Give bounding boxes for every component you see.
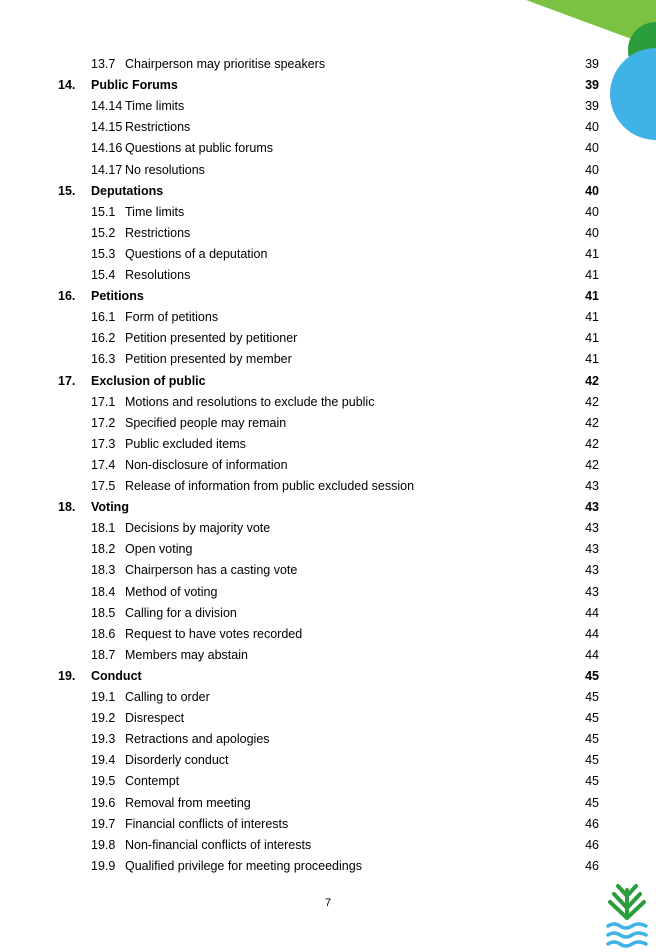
toc-subsection-row [0, 518, 656, 539]
toc-entry-title: Deputations [91, 183, 164, 198]
toc-entry-title: Restrictions [125, 225, 191, 240]
toc-subsection-row [0, 814, 656, 835]
toc-entry-number: 15.1 [91, 204, 116, 219]
toc-subsection-row [0, 202, 656, 223]
toc-entry-page: 45 [585, 668, 599, 683]
toc-entry-page: 45 [585, 690, 599, 704]
toc-entry-number: 16.2 [91, 331, 116, 346]
toc-entry-title: Release of information from public excluded session [125, 479, 415, 493]
toc-entry-number: 18.2 [91, 542, 116, 557]
toc-entry-title: Request to have votes recorded [125, 626, 303, 641]
toc-entry-page: 41 [585, 331, 599, 346]
toc-entry-page: 45 [585, 795, 599, 810]
toc-entry-page: 41 [585, 268, 599, 282]
toc-entry-number: 19.7 [91, 816, 116, 831]
toc-entry-number: 17.1 [91, 394, 116, 409]
toc-entry-number: 19.1 [91, 690, 116, 704]
toc-subsection-row [0, 349, 656, 370]
toc-subsection-row [0, 793, 656, 814]
toc-entry-title: Petition presented by petitioner [125, 331, 298, 346]
toc-entry-title: Restrictions [125, 120, 191, 135]
toc-entry-number: 19.2 [91, 711, 116, 726]
toc-entry-title: Non-disclosure of information [125, 457, 288, 472]
toc-entry-title: Chairperson may prioritise speakers [125, 57, 326, 71]
toc-entry-number: 18.3 [91, 563, 116, 578]
toc-entry-page: 43 [585, 563, 599, 578]
toc-subsection-row [0, 392, 656, 413]
toc-entry-title: Members may abstain [125, 647, 248, 662]
toc-entry-number: 13.7 [91, 57, 116, 71]
toc-entry-title: Financial conflicts of interests [125, 816, 289, 831]
toc-entry-number: 15.4 [91, 268, 116, 282]
toc-subsection-row [0, 560, 656, 581]
toc-entry-page: 42 [585, 394, 599, 409]
toc-subsection-row [0, 138, 656, 159]
toc-entry-title: Public excluded items [125, 436, 246, 451]
toc-subsection-row [0, 54, 656, 75]
toc-entry-title: Decisions by majority vote [125, 521, 271, 536]
toc-entry-number: 18. [58, 500, 76, 515]
toc-entry-page: 40 [585, 141, 599, 156]
toc-subsection-row [0, 476, 656, 497]
toc-entry-title: Questions at public forums [125, 141, 273, 156]
toc-entry-number: 18.5 [91, 605, 116, 620]
toc-entry-title: Public Forums [91, 78, 178, 93]
toc-entry-number: 19.9 [91, 858, 116, 873]
toc-entry-number: 16.3 [91, 352, 116, 367]
toc-entry-number: 15. [58, 183, 76, 198]
toc-section-row [0, 666, 656, 687]
toc-subsection-row [0, 687, 656, 708]
toc-entry-page: 41 [585, 246, 599, 261]
toc-entry-number: 19.5 [91, 774, 116, 789]
toc-subsection-row [0, 455, 656, 476]
toc-subsection-row [0, 708, 656, 729]
toc-entry-number: 15.3 [91, 246, 116, 261]
toc-entry-number: 17.2 [91, 415, 116, 430]
toc-entry-number: 14. [58, 78, 76, 93]
toc-subsection-row [0, 856, 656, 877]
toc-subsection-row [0, 434, 656, 455]
toc-entry-page: 43 [585, 500, 599, 515]
toc-subsection-row [0, 328, 656, 349]
toc-entry-number: 14.15 [91, 120, 123, 135]
toc-entry-title: Disrespect [125, 711, 185, 726]
toc-subsection-row [0, 603, 656, 624]
toc-entry-title: Motions and resolutions to exclude the public [125, 394, 375, 409]
toc-entry-page: 43 [585, 584, 599, 599]
toc-subsection-row [0, 160, 656, 181]
toc-entry-title: Time limits [125, 204, 185, 219]
toc-entry-number: 16.1 [91, 310, 116, 325]
toc-entry-page: 46 [585, 837, 599, 852]
toc-section-row [0, 286, 656, 307]
toc-entry-number: 16. [58, 289, 76, 304]
toc-entry-title: Questions of a deputation [125, 246, 268, 261]
toc-entry-title: Contempt [125, 774, 180, 789]
toc-entry-page: 45 [585, 774, 599, 789]
toc-entry-page: 43 [585, 542, 599, 557]
toc-entry-title: Voting [91, 500, 129, 515]
toc-subsection-row [0, 244, 656, 265]
toc-entry-page: 42 [585, 373, 599, 388]
toc-entry-page: 40 [585, 162, 599, 177]
toc-entry-number: 19.8 [91, 837, 116, 852]
toc-entry-page: 40 [585, 225, 599, 240]
toc-entry-title: Form of petitions [125, 310, 219, 325]
toc-subsection-row [0, 645, 656, 666]
toc-entry-number: 18.4 [91, 584, 116, 599]
toc-entry-title: Retractions and apologies [125, 732, 270, 747]
toc-entry-page: 41 [585, 289, 599, 304]
toc-section-row [0, 75, 656, 96]
toc-subsection-row [0, 265, 656, 286]
toc-subsection-row [0, 96, 656, 117]
toc-entry-title: Conduct [91, 668, 142, 683]
toc-entry-page: 41 [585, 310, 599, 325]
toc-subsection-row [0, 835, 656, 856]
toc-entry-page: 42 [585, 457, 599, 472]
toc-entry-number: 17.3 [91, 436, 116, 451]
toc-entry-page: 40 [585, 183, 599, 198]
toc-entry-number: 15.2 [91, 225, 116, 240]
toc-entry-page: 44 [585, 626, 599, 641]
page-number: 7 [324, 897, 332, 909]
toc-entry-page: 42 [585, 415, 599, 430]
toc-entry-number: 17.4 [91, 457, 116, 472]
toc-entry-number: 14.17 [91, 162, 123, 177]
toc-entry-number: 19.3 [91, 732, 116, 747]
toc-section-row [0, 371, 656, 392]
toc-entry-number: 18.6 [91, 626, 116, 641]
toc-entry-page: 42 [585, 436, 599, 451]
toc-subsection-row [0, 771, 656, 792]
toc-entry-title: No resolutions [125, 162, 205, 177]
toc-section-row [0, 497, 656, 518]
toc-entry-title: Disorderly conduct [125, 753, 229, 768]
toc-entry-title: Calling to order [125, 690, 210, 704]
toc-entry-page: 41 [585, 352, 599, 367]
toc-entry-number: 19.4 [91, 753, 116, 768]
toc-subsection-row [0, 413, 656, 434]
toc-subsection-row [0, 582, 656, 603]
toc-entry-page: 46 [585, 858, 599, 873]
toc-entry-number: 19.6 [91, 795, 116, 810]
toc-entry-page: 46 [585, 816, 599, 831]
toc-subsection-row [0, 539, 656, 560]
toc-entry-title: Calling for a division [125, 605, 237, 620]
toc-entry-page: 39 [585, 99, 599, 114]
toc-entry-number: 17.5 [91, 479, 116, 493]
toc-entry-page: 45 [585, 732, 599, 747]
toc-entry-title: Method of voting [125, 584, 218, 599]
toc-entry-number: 18.7 [91, 647, 116, 662]
council-logo-icon [604, 880, 650, 950]
toc-section-row [0, 181, 656, 202]
toc-entry-title: Removal from meeting [125, 795, 251, 810]
toc-subsection-row [0, 624, 656, 645]
toc-entry-title: Resolutions [125, 268, 191, 282]
toc-entry-number: 14.14 [91, 99, 123, 114]
toc-subsection-row [0, 750, 656, 771]
toc-entry-page: 43 [585, 479, 599, 493]
toc-entry-page: 40 [585, 120, 599, 135]
toc-subsection-row [0, 117, 656, 138]
toc-entry-page: 43 [585, 521, 599, 536]
toc-subsection-row [0, 729, 656, 750]
toc-subsection-row [0, 307, 656, 328]
toc-entry-page: 39 [585, 57, 599, 71]
toc-entry-title: Chairperson has a casting vote [125, 563, 298, 578]
toc-entry-title: Time limits [125, 99, 185, 114]
toc-entry-title: Petition presented by member [125, 352, 292, 367]
toc-entry-number: 14.16 [91, 141, 123, 156]
toc-entry-title: Specified people may remain [125, 415, 287, 430]
toc-entry-page: 40 [585, 204, 599, 219]
toc-entry-title: Open voting [125, 542, 193, 557]
toc-entry-number: 19. [58, 668, 76, 683]
toc-entry-page: 39 [585, 78, 599, 93]
toc-entry-page: 44 [585, 605, 599, 620]
toc-entry-title: Exclusion of public [91, 373, 206, 388]
toc-entry-page: 45 [585, 753, 599, 768]
toc-entry-title: Qualified privilege for meeting proceedings [125, 858, 362, 873]
toc-subsection-row [0, 223, 656, 244]
toc-entry-page: 45 [585, 711, 599, 726]
toc-entry-number: 17. [58, 373, 76, 388]
toc-entry-number: 18.1 [91, 521, 116, 536]
toc-entry-title: Petitions [91, 289, 144, 304]
toc-entry-title: Non-financial conflicts of interests [125, 837, 312, 852]
toc-entry-page: 44 [585, 647, 599, 662]
